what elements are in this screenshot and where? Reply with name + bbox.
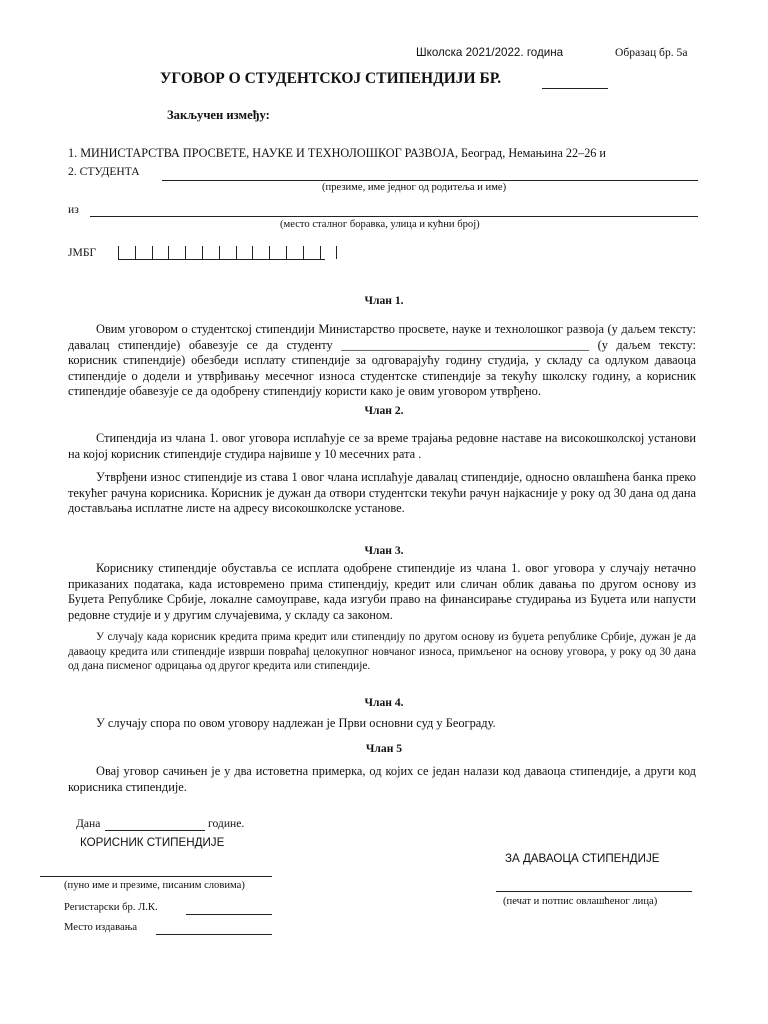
article-4-paragraph: У случају спора по овом уговору надлежан је Први основни суд у Београду. bbox=[96, 716, 496, 730]
form-number: Образац бр. 5а bbox=[615, 46, 688, 59]
from-label: из bbox=[68, 203, 79, 216]
full-name-hint: (пуно име и презиме, писаним словима) bbox=[64, 880, 245, 891]
jmbg-baseline bbox=[118, 259, 325, 260]
jmbg-input[interactable] bbox=[118, 246, 337, 260]
date-line[interactable] bbox=[105, 830, 205, 831]
date-label: Дана bbox=[76, 817, 101, 830]
article-4-heading: Члан 4. bbox=[364, 696, 404, 709]
place-line[interactable] bbox=[156, 934, 272, 935]
jmbg-label: ЈМБГ bbox=[68, 246, 97, 259]
seal-hint: (печат и потпис овлашћеног лица) bbox=[503, 896, 658, 907]
concluded-between: Закључен између: bbox=[167, 108, 270, 122]
article-5-heading: Члан 5 bbox=[365, 742, 403, 755]
contract-number-line[interactable] bbox=[542, 88, 608, 89]
student-name-line[interactable] bbox=[162, 180, 698, 181]
date-suffix: године. bbox=[208, 817, 245, 830]
school-year: Школска 2021/2022. година bbox=[416, 46, 564, 59]
address-line[interactable] bbox=[90, 216, 698, 217]
id-label: Регистарски бр. Л.К. bbox=[64, 902, 158, 913]
article-1-paragraph: Овим уговором о студентској стипендији Министарство просвете, науке и технолошког развоја (у даљем тексту: давалац стипендије) обавезује се да студенту ________________________________________ (у даљем тексту: корисник стипендије) обезбеди исплату стипендије за одговарајућу годину студија, у складу са одлуком даваоца стипендије о додели и утврђивању месечног износа студентске стипендије за текућу школску годину, а корисник стипендије обавезује се да одобрену стипендију користи како је овим уговором утврђено. bbox=[68, 322, 696, 399]
article-2-paragraph-2: Утврђени износ стипендије из става 1 овог члана исплаћује давалац стипендије, односно овлашћена банка преко текућег рачуна корисника. Корисник је дужан да отвори студентски текући рачун најкасније у року од 30 дана од дана достављања исплатне листе на адресу високошколске установе. bbox=[68, 470, 696, 516]
article-3-heading: Члан 3. bbox=[364, 544, 404, 557]
article-2-paragraph-1: Стипендија из члана 1. овог уговора исплаћује се за време трајања редовне наставе на високошколској установи на којој корисник стипендије студира највише у 10 месечних рата . bbox=[68, 431, 696, 461]
document-title: УГОВОР О СТУДЕНТСКОЈ СТИПЕНДИЈИ БР. bbox=[160, 70, 502, 87]
article-3-paragraph-1: Кориснику стипендије обуставља се исплата одобрене стипендије из члана 1. овог уговора у случају нетачно приказаних података, када истовремено прима стипендију, кредит или сличан облик давања по другом основу из Буџета Републике Србије, локалне самоуправе, када изгуби право на финансирање студирања из Буџета или напусти редовне студије и у другим случајевима, у складу са законом. bbox=[68, 561, 696, 622]
article-3-paragraph-2: У случају када корисник кредита прима кредит или стипендију по другом основу из буџета републике Србије, дужан је да даваоцу кредита или стипендије изврши повраћај целокупног новчаног износа, примљеног на основу уговора, у року од 30 дана од дана писменог одрицања од другог кредита или стипендије. bbox=[68, 631, 696, 673]
beneficiary-label: КОРИСНИК СТИПЕНДИЈЕ bbox=[80, 836, 225, 849]
grantor-label: ЗА ДАВАОЦА СТИПЕНДИЈЕ bbox=[505, 852, 660, 865]
grantor-signature-line[interactable] bbox=[496, 891, 692, 892]
place-label: Место издавања bbox=[64, 922, 138, 933]
address-hint: (место сталног боравка, улица и кућни број) bbox=[280, 219, 480, 230]
party-ministry: 1. МИНИСТАРСТВА ПРОСВЕТЕ, НАУКЕ И ТЕХНОЛОШКОГ РАЗВОЈА, Београд, Немањина 22–26 и bbox=[68, 146, 606, 160]
party-student-label: 2. СТУДЕНТА bbox=[68, 165, 140, 178]
article-5-paragraph: Овај уговор сачињен је у два истоветна примерка, од којих се један налази код даваоца стипендије, а други код корисника стипендије. bbox=[68, 764, 696, 794]
student-name-hint: (презиме, име једног од родитеља и име) bbox=[322, 182, 507, 193]
id-line[interactable] bbox=[186, 914, 272, 915]
article-1-heading: Члан 1. bbox=[364, 294, 404, 307]
article-2-heading: Члан 2. bbox=[364, 404, 404, 417]
beneficiary-signature-line[interactable] bbox=[40, 876, 272, 877]
